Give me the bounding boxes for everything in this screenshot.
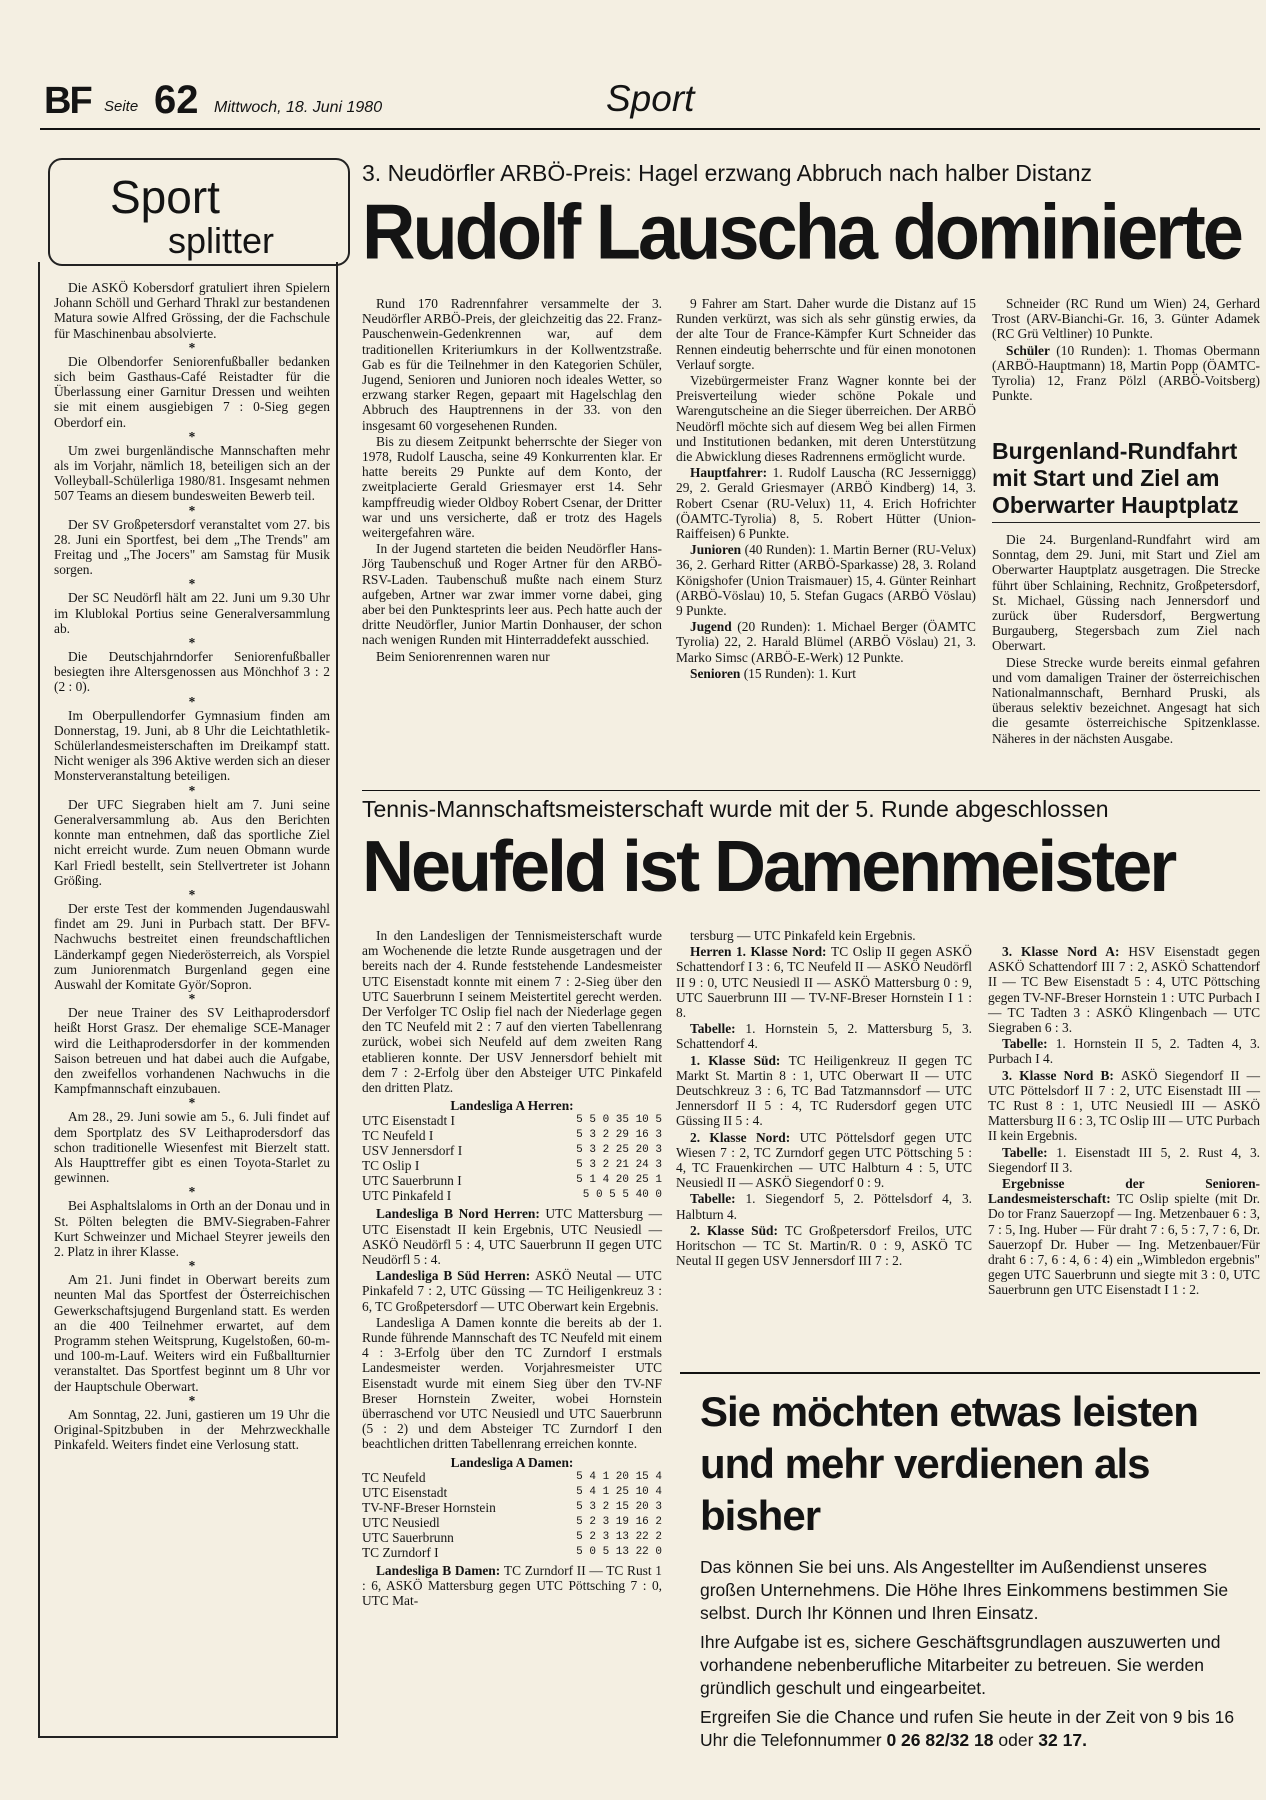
article2-result-label: Landesliga B Damen: bbox=[376, 1562, 504, 1578]
masthead-rule bbox=[40, 128, 1260, 130]
splitter-item: Der UFC Siegraben hielt am 7. Juni seine Generalversammlung ab. Aus den Berichten konnte man entnehmen, daß das sportliche Ziel nicht erreicht wurde. Zum neuen Obmann wurde Karl Friedl bestellt, sein Stellvertreter ist Johann Größing. bbox=[54, 796, 330, 888]
article2-result-label: Tabelle: bbox=[1002, 1036, 1056, 1052]
team-record: 5 0 5 5 40 0 bbox=[582, 1189, 662, 1202]
team-name: UTC Pinkafeld I bbox=[362, 1188, 452, 1204]
article1-result-label: Senioren bbox=[690, 665, 744, 681]
splitter-item: Die Deutschjahrndorfer Seniorenfußballer besiegten ihre Altersgenossen aus Mönchhof 3 : 2 (2 : 0). bbox=[54, 649, 330, 695]
article-separator bbox=[362, 790, 1260, 791]
article2-result-text: UTC Mattersburg — UTC Eisenstadt II kein Ergebnis, UTC Neusiedl — ASKÖ Neudörfl 5 : 4, UTC Sauerbrunn II gegen UTC Neudörfl 5 : 4. bbox=[362, 1206, 662, 1268]
article2-kicker: Tennis-Mannschaftsmeisterschaft wurde mit der 5. Runde abgeschlossen bbox=[362, 796, 1109, 822]
article2-result-label: Herren 1. Klasse Nord: bbox=[690, 944, 832, 960]
team-record: 5 1 4 20 25 1 bbox=[576, 1174, 662, 1187]
table-row bbox=[362, 1470, 662, 1485]
article2-intro: In den Landesligen der Tennismeisterschaft wurde am Wochenende die letzte Runde ausgetragen und der bereits nach der 4. Runde feststehende Landesmeister UTC Eisenstadt konnte mit einem 7 : 2-Sieg über den UTC Sauerbrunn I seinem Meistertitel gerecht werden. Der Verfolger TC Oslip fiel nach der Niederlage gegen den TC Neufeld mit 2 : 7 auf den vierten Tabellenrang zurück, wobei sich Neufeld auf dem zweiten Rang etablieren konnte. Der USV Jennersdorf behielt mit dem 7 : 2-Erfolg über den Absteiger UTC Pinkafeld den dritten Platz. bbox=[362, 928, 662, 1096]
article2-result bbox=[676, 1191, 972, 1221]
article1-result-text: (40 Runden): 1. Martin Berner (RU-Velux) 36, 2. Gerhard Ritter (ARBÖ-Sparkasse) 28, 3. Roland Königshofer (Union Traismauer) 15, 4. Günter Reinhart (ARBÖ-Vöslau) 10, 5. Stefan Gugacs (ARBÖ Vöslau) 9 Punkte. bbox=[676, 542, 976, 619]
team-name: TC Neufeld I bbox=[362, 1128, 434, 1144]
splitter-title-sport: Sport bbox=[110, 171, 220, 223]
article1-column-2 bbox=[676, 296, 976, 682]
item-separator-star: * bbox=[188, 635, 196, 651]
team-name: UTC Neusiedl bbox=[362, 1514, 440, 1530]
team-name: UTC Sauerbrunn bbox=[362, 1529, 454, 1545]
splitter-item: Am 28., 29. Juni sowie am 5., 6. Juli findet auf dem Sportplatz des SV Leithaprodersdorf das schon traditionelle Wiesenfest mit Bierzelt statt. Als Haupttreffer gibt es einen Toyota-Starlet zu gewinnen. bbox=[54, 1109, 330, 1186]
article2-result bbox=[988, 1036, 1260, 1066]
item-separator-star: * bbox=[188, 886, 196, 902]
item-separator-star: * bbox=[188, 428, 196, 444]
article2-result-text: UTC Pöttelsdorf gegen UTC Wiesen 7 : 2, TC Zurndorf gegen UTC Pöttsching 5 : 4, TC Frauenkirchen — UTC Halbturn 4 : 5, UTC Neusiedl II — ASKÖ Siegendorf 0 : 9. bbox=[676, 1129, 972, 1191]
splitter-item: Der erste Test der kommenden Jugendauswahl findet am 29. Juni in Purbach statt. Der BFV-Nachwuchs bestreitet einen freundschaftlichen Länderkampf gegen Niederösterreich, als Vorspiel zum Juniorenmatch Burgenland gegen eine Auswahl der Komitate Györ/Sopron. bbox=[54, 900, 330, 992]
article2-result-text: TC Oslip II gegen ASKÖ Schattendorf I 3 : 6, TC Neufeld II — ASKÖ Neudörfl II 9 : 0, UTC Neusiedl II — ASKÖ Mattersburg 0 : 9, UTC Sauerbrunn III — TV-NF-Breser Hornstein I 1 : 8. bbox=[676, 944, 972, 1021]
article2-result bbox=[676, 1130, 972, 1191]
splitter-item: Der SV Großpetersdorf veranstaltet vom 27. bis 28. Juni ein Sportfest, bei dem „The Trends" am Freitag und „The Jocers" am Samstag für Musik sorgen. bbox=[54, 516, 330, 578]
rundfahrt-headline: Burgenland-Rundfahrt mit Start und Ziel am Oberwarter Hauptplatz bbox=[992, 438, 1239, 518]
team-name: TC Zurndorf I bbox=[362, 1544, 439, 1560]
splitter-item: Am Sonntag, 22. Juni, gastieren um 19 Uhr die Original-Spitzbuben in der Mehrzweckhalle Pinkafeld. Weiters findet eine Verlosung statt. bbox=[54, 1406, 330, 1453]
team-record: 5 3 2 25 20 3 bbox=[576, 1144, 662, 1157]
item-separator-star: * bbox=[188, 1392, 196, 1408]
newspaper-logo: BF bbox=[44, 80, 91, 122]
splitter-item: Im Oberpullendorfer Gymnasium finden am Donnerstag, 19. Juni, ab 8 Uhr die Leichtathletik-Schülerlandesmeisterschaften im Dreikampf statt. Nicht weniger als 396 Aktive werden sich an dieser Monsterveranstaltung beteiligen. bbox=[54, 707, 330, 784]
article2-result bbox=[676, 1053, 972, 1129]
team-name: TC Neufeld bbox=[362, 1469, 426, 1485]
article2-column-1 bbox=[362, 928, 662, 1610]
article2-result-label: 3. Klasse Nord B: bbox=[1002, 1067, 1122, 1083]
article2-result bbox=[676, 944, 972, 1020]
article2-result-text: ASKÖ Neutal — UTC Pinkafeld 7 : 2, UTC Güssing — TC Heiligenkreuz 3 : 6, TC Großpetersdorf — UTC Oberwart kein Ergebnis. bbox=[362, 1268, 662, 1314]
article2-headline: Neufeld ist Damenmeister bbox=[362, 827, 1175, 907]
article1-result bbox=[676, 666, 976, 681]
team-record: 5 2 3 13 22 2 bbox=[576, 1530, 662, 1543]
splitter-item: Der neue Trainer des SV Leithaprodersdorf heißt Horst Grasz. Der ehemalige SCE-Manager wird die Leithaprodersdorfer in der kommenden Saison betreuen und hat dabei auch die Aufgabe, den zweifellos vorhandenen Nachwuchs in die Kampfmannschaft einzubauen. bbox=[54, 1005, 330, 1097]
team-record: 5 2 3 19 16 2 bbox=[576, 1515, 662, 1528]
item-separator-star: * bbox=[188, 1095, 196, 1111]
article2-result-label: 1. Klasse Süd: bbox=[690, 1052, 789, 1068]
article1-paragraph: Bis zu diesem Zeitpunkt beherrschte der Sieger von 1978, Rudolf Lauscha, seine 49 Konkurrenten klar. Er hatte bereits 29 Punkte auf dem Konto, der zweitplacierte Gerald Griesmayer erst 14. Sehr kampffreudig wieder Oldboy Robert Csenar, der Dritter war und uns versicherte, daß er trotz des Hagels weitergefahren wäre. bbox=[362, 433, 662, 541]
table-landesliga-a-herren-caption: Landesliga A Herren: bbox=[450, 1098, 574, 1114]
article2-result-label: 3. Klasse Nord A: bbox=[1002, 944, 1129, 959]
table-row bbox=[362, 1545, 662, 1560]
article1-result bbox=[992, 343, 1260, 404]
team-record: 5 4 1 20 15 4 bbox=[576, 1470, 662, 1483]
article2-result-text: Landesliga A Damen konnte die bereits ab der 1. Runde führende Mannschaft des TC Neufeld mit einem 4 : 3-Erfolg über den TC Zurndorf I erstmals Landesmeister werden. Vorjahresmeister UTC Eisenstadt wurde mit einem Sieg über den TV-NF Breser Hornstein Zweiter, wobei Hornstein überraschend vor UTC Neusiedl und UTC Sauerbrunn (5 : 2) und dem Absteiger TC Zurndorf I den beachtlichen dritten Tabellenrang erreichen konnte. bbox=[362, 1314, 662, 1452]
article2-result-text: TC Heiligenkreuz II gegen TC Markt St. Martin 8 : 1, UTC Oberwart II — UTC Deutschkreuz 3 : 6, TC Bad Tatzmannsdorf — UTC Jennersdorf II 5 : 4, TC Rudersdorf gegen UTC Güssing II 5 : 4. bbox=[676, 1052, 972, 1129]
article2-result-label: Ergebnisse der Senioren-Landesmeisterschaft: bbox=[988, 1176, 1260, 1207]
section-title: Sport bbox=[606, 78, 695, 119]
table-row bbox=[362, 1158, 662, 1173]
article1-result bbox=[992, 296, 1260, 342]
article2-result bbox=[988, 1068, 1260, 1144]
article1-paragraph: 9 Fahrer am Start. Daher wurde die Distanz auf 15 Runden verkürzt, was sich als sehr günstig erwies, da der alte Tour de France-Kämpfer Kurt Schneider das Rennen eindeutig beherrschte und für einen monotonen Verlauf sorgte. bbox=[676, 296, 976, 372]
team-name: TC Oslip I bbox=[362, 1158, 420, 1174]
article1-headline: Rudolf Lauscha dominierte bbox=[362, 188, 1241, 276]
ad-paragraph: Ihre Aufgabe ist es, sichere Geschäftsgrundlagen auszuwerten und vorhandene nebenberufliche Mitarbeiter zu betreuen. Sie werden gründlich geschult und eingearbeitet. bbox=[700, 1632, 1221, 1698]
article2-result-text: TC Zurndorf II — TC Rust 1 : 6, ASKÖ Mattersburg gegen UTC Pöttsching 7 : 0, UTC Mat- bbox=[362, 1562, 663, 1609]
rundfahrt-paragraph: Die 24. Burgenland-Rundfahrt wird am Sonntag, dem 29. Juni, mit Start und Ziel am Oberwarter Hauptplatz ausgetragen. Die Strecke führt über Schlaining, Rechnitz, Großpetersdorf, St. Michael, Güssing nach Jennersdorf und zurück über Rudersdorf, Bergwertung Burgauberg, Stegersbach zum Ziel nach Oberwart. bbox=[992, 532, 1260, 654]
table-row bbox=[362, 1113, 662, 1128]
article2-result-label: 2. Klasse Süd: bbox=[690, 1222, 785, 1238]
page-label: Seite bbox=[104, 98, 139, 115]
ad-paragraph: Das können Sie bei uns. Als Angestellter im Außendienst unseres großen Unternehmens. Die Höhe Ihres Einkommens bestimmen Sie selbst. Durch Ihr Können und Ihren Einsatz. bbox=[700, 1557, 1229, 1623]
article1-result-text: (15 Runden): 1. Kurt bbox=[743, 665, 857, 681]
article2-result-text: 1. Siegendorf 5, 2. Pöttelsdorf 4, 3. Halbturn 4. bbox=[676, 1191, 972, 1222]
table-row bbox=[362, 1128, 662, 1143]
article2-result bbox=[676, 1021, 972, 1051]
article2-result-label: 2. Klasse Nord: bbox=[690, 1129, 800, 1145]
team-name: UTC Eisenstadt bbox=[362, 1484, 448, 1500]
article1-result-text: Schneider (RC Rund um Wien) 24, Gerhard Trost (ARV-Bianchi-Gr. 16, 3. Günter Adamek (RC Grü Veltliner) 10 Punkte. bbox=[992, 296, 1260, 342]
article2-result-label: Tabelle: bbox=[690, 1021, 746, 1037]
splitter-item: Am 21. Juni findet in Oberwart bereits zum neunten Mal das Sportfest der Österreichischen Gewerkschaftsjugend Burgenland statt. Es werden an die 400 Teilnehmer erwartet, auf dem Programm stehen Weitsprung, Kugelstoßen, 60-m- und 100-m-Lauf. Weiters wird ein Fußballturnier veranstaltet. Das Sportfest beginnt um 8 Uhr vor der Hauptschule Oberwart. bbox=[54, 1272, 330, 1394]
article1-result bbox=[676, 619, 976, 665]
article2-result bbox=[988, 944, 1260, 1035]
article1-result bbox=[676, 542, 976, 618]
splitter-item: Der SC Neudörfl hält am 22. Juni um 9.30 Uhr im Klublokal Portius seine Generalversammlung ab. bbox=[54, 590, 330, 636]
article2-result-label: Landesliga B Süd Herren: bbox=[376, 1268, 536, 1284]
page-number: 62 bbox=[154, 78, 199, 122]
article2-result-label: Tabelle: bbox=[690, 1191, 746, 1207]
table-row bbox=[362, 1530, 662, 1545]
article1-result-label: Jugend bbox=[690, 619, 738, 635]
ad-phone-2: 32 17. bbox=[1038, 1730, 1087, 1750]
rundfahrt-rule bbox=[992, 522, 1260, 523]
article1-paragraph: Beim Seniorenrennen waren nur bbox=[376, 648, 550, 664]
team-record: 5 5 0 35 10 5 bbox=[576, 1114, 662, 1127]
team-name: TV-NF-Breser Hornstein bbox=[362, 1499, 496, 1515]
article1-result-text: (20 Runden): 1. Michael Berger (ÖAMTC Tyrolia) 22, 2. Harald Blümel (ARBÖ Vöslau) 21, 3. Marko Simsc (ARBÖ-E-Werk) 12 Punkte. bbox=[676, 619, 976, 665]
table-row bbox=[362, 1485, 662, 1500]
table-row bbox=[362, 1188, 662, 1203]
ad-cta-or: oder bbox=[998, 1730, 1034, 1750]
team-record: 5 3 2 21 24 3 bbox=[576, 1159, 662, 1172]
splitter-item: Die Olbendorfer Seniorenfußballer bedanken sich beim Gasthaus-Café Reistadter für die Überlassung einer Garnitur Dressen und weihten sie mit einem ausgiebigen 7 : 0-Sieg gegen Oberdorf ein. bbox=[54, 353, 330, 430]
rundfahrt-column bbox=[992, 532, 1260, 747]
splitter-item: Die ASKÖ Kobersdorf gratuliert ihren Spielern Johann Schöll und Gerhard Thrakl zur bestandenen Matura sowie Alfred Grössing, der die Fachschule für Maschinenbau absolvierte. bbox=[54, 280, 330, 341]
article2-result bbox=[676, 1223, 972, 1269]
splitter-item: Um zwei burgenländische Mannschaften mehr als im Vorjahr, nämlich 18, beteiligen sich an der Volleyball-Schülerliga 1980/81. Insgesamt nehmen 507 Teams an diesem bundesweiten Bewerb teil. bbox=[54, 442, 330, 504]
team-name: UTC Eisenstadt I bbox=[362, 1113, 455, 1129]
item-separator-star: * bbox=[188, 991, 196, 1007]
team-name: USV Jennersdorf I bbox=[362, 1143, 463, 1159]
article1-column-3 bbox=[992, 296, 1260, 404]
ad-cta-text: Ergreifen Sie die Chance und rufen Sie heute in der Zeit von 9 bis 16 Uhr die Telefonnummer bbox=[700, 1707, 1235, 1750]
table-row bbox=[362, 1143, 662, 1158]
ad-phone-1: 0 26 82/32 18 bbox=[886, 1730, 994, 1750]
article1-paragraph: Rund 170 Radrennfahrer versammelte der 3. Neudörfler ARBÖ-Preis, der gleichzeitig das 22. Franz-Pauschenwein-Gedenkrennen war, auf dem traditionellen Kriteriumkurs in der Kollwentzstraße. Gab es für die Teilnehmer in den Kategorien Schüler, Jugend, Senioren und Junioren noch ideales Wetter, so erzwang starker Regen, gepaart mit Hagelschlag den Abbruch des Hauptrennens in der 33. von den insgesamt 60 vorgesehenen Runden. bbox=[362, 296, 662, 433]
article2-result-text: TC Großpetersdorf Freilos, UTC Horitschon — TC St. Martin/R. 0 : 9, ASKÖ TC Neutal II gegen USV Jennersdorf III 7 : 2. bbox=[676, 1222, 972, 1269]
splitter-title-splitter: splitter bbox=[168, 220, 275, 261]
article2-result bbox=[988, 1176, 1260, 1298]
article2-result-text: 1. Eisenstadt III 5, 2. Rust 4, 3. Siegendorf II 3. bbox=[988, 1144, 1260, 1175]
article2-result-text: TC Oslip spielte (mit Dr. Do tor Franz Sauerzopf — Ing. Metzenbauer 6 : 3, 7 : 5, Ing. Huber — Für draht 7 : 6, 5 : 7, 7 : 6, Dr. Sauerzopf Dr. Huber — Ing. Metzenbauer/Für draht 6 : 7, 6 : 4, 6 : 4) ein „Wimbledon ergebnis" gegen UTC Sauerbrunn und siegte mit 3 : 0, UTC Sauerbrunn gen UTC Eisenstadt I 1 : 2. bbox=[988, 1191, 1261, 1298]
article1-column-1 bbox=[362, 296, 662, 665]
article1-result bbox=[676, 465, 976, 541]
table-landesliga-a-herren bbox=[362, 1098, 662, 1203]
ad-block bbox=[700, 1386, 1260, 1752]
team-name: UTC Sauerbrunn I bbox=[362, 1173, 462, 1189]
ad-top-rule bbox=[680, 1372, 1260, 1374]
article1-result-text: (10 Runden): 1. Thomas Obermann (ARBÖ-Hauptmann) 18, Martin Popp (ÖAMTC-Tyrolia) 12, Franz Pölzl (ARBÖ-Voitsberg) Punkte. bbox=[992, 342, 1260, 404]
article2-result-text: 1. Hornstein 5, 2. Mattersburg 5, 3. Schattendorf 4. bbox=[676, 1021, 972, 1052]
table-landesliga-a-damen bbox=[362, 1455, 662, 1560]
table-landesliga-a-damen-caption: Landesliga A Damen: bbox=[450, 1454, 574, 1470]
item-separator-star: * bbox=[188, 502, 196, 518]
article2-result bbox=[362, 1563, 662, 1609]
table-row bbox=[362, 1500, 662, 1515]
article2-result-label: Landesliga B Nord Herren: bbox=[376, 1206, 546, 1222]
article1-result-label: Schüler bbox=[1006, 342, 1057, 358]
issue-date: Mittwoch, 18. Juni 1980 bbox=[214, 99, 383, 116]
item-separator-star: * bbox=[188, 339, 196, 355]
item-separator-star: * bbox=[188, 1258, 196, 1274]
splitter-column bbox=[54, 280, 330, 1453]
table-row bbox=[362, 1515, 662, 1530]
article2-column-2 bbox=[676, 928, 972, 1269]
article1-paragraph: In der Jugend starteten die beiden Neudörfler Hans-Jörg Taubenschuß und Roger Artner für den ARBÖ-RSV-Laden. Taubenschuß mußte nach einem Sturz aufgeben, Artner war zwar immer vorne dabei, ging aber bei den Punktesprints leer aus. Pech hatte auch der dritte Neudörfler, Junior Martin Donhauser, der schon nach wenigen Runden mit Hinterraddefekt ausschied. bbox=[362, 541, 662, 648]
team-record: 5 3 2 15 20 3 bbox=[576, 1500, 662, 1513]
article2-result bbox=[362, 1206, 662, 1267]
article1-result-text: 1. Rudolf Lauscha (RC Jesserniggg) 29, 2. Gerald Griesmayer (ARBÖ Kindberg) 14, 3. Robert Csenar (RU-Velux) 11, 4. Erich Hofrichter (ÖAMTC-Tyrolia) 8, 5. Robert Hütter (Union-Raiffeisen) 6 Punkte. bbox=[676, 465, 976, 542]
item-separator-star: * bbox=[188, 782, 196, 798]
article2-column-3 bbox=[988, 944, 1260, 1299]
splitter-item: Bei Asphaltslaloms in Orth an der Donau und in St. Pölten belegten die BMV-Siegraben-Fahrer Kurt Schweinzer und Michael Steyrer jeweils den 2. Platz in ihrer Klasse. bbox=[54, 1198, 330, 1259]
table-row bbox=[362, 1173, 662, 1188]
article1-result-label: Hauptfahrer: bbox=[690, 465, 773, 481]
item-separator-star: * bbox=[188, 1184, 196, 1200]
article1-kicker: 3. Neudörfler ARBÖ-Preis: Hagel erzwang Abbruch nach halber Distanz bbox=[362, 160, 1092, 186]
article2-result-text: ASKÖ Siegendorf II — UTC Pöttelsdorf II 7 : 2, UTC Eisenstadt III — TC Rust 8 : 1, UTC Neusiedl III — ASKÖ Mattersburg II 6 : 3, TC Oslip III — UTC Purbach II kein Ergebnis. bbox=[988, 1067, 1260, 1144]
ad-headline-1: Sie möchten etwas leisten bbox=[700, 1388, 1198, 1435]
article2-result-text: HSV Eisenstadt gegen ASKÖ Schattendorf III 7 : 2, ASKÖ Schattendorf II — TC Bew Eisenstadt 5 : 4, UTC Pöttsching gegen TV-NF-Breser Hornstein 1 : UTC Purbach I — TC Tadten 3 : ASKÖ Klingenbach — UTC Siegraben 6 : 3. bbox=[988, 944, 1260, 1036]
item-separator-star: * bbox=[188, 693, 196, 709]
ad-headline-2: und mehr verdienen als bisher bbox=[700, 1440, 1150, 1539]
article2-result bbox=[362, 1268, 662, 1314]
article2-result bbox=[676, 928, 972, 943]
article2-result-text: tersburg — UTC Pinkafeld kein Ergebnis. bbox=[690, 928, 916, 943]
ad-cta bbox=[700, 1706, 1260, 1752]
article1-paragraph: Vizebürgermeister Franz Wagner konnte bei der Preisverteilung wieder schöne Pokale und Warengutscheine an die Sieger überreichen. Der ARBÖ Neudörfl möchte sich auf diesem Weg bei allen Firmen und Institutionen bedanken, mit deren Unterstützung die Abwicklung dieses Radrennens ermöglicht wurde. bbox=[676, 373, 976, 465]
article2-result bbox=[988, 1145, 1260, 1175]
item-separator-star: * bbox=[188, 576, 196, 592]
team-record: 5 4 1 25 10 4 bbox=[576, 1485, 662, 1498]
article1-result-label: Junioren bbox=[690, 542, 745, 558]
ad-body bbox=[700, 1556, 1260, 1700]
article2-result bbox=[362, 1315, 662, 1452]
article2-result-text: 1. Hornstein II 5, 2. Tadten 4, 3. Purbach I 4. bbox=[988, 1036, 1260, 1067]
article2-result-label: Tabelle: bbox=[1002, 1144, 1057, 1160]
team-record: 5 3 2 29 16 3 bbox=[576, 1129, 662, 1142]
team-record: 5 0 5 13 22 0 bbox=[576, 1545, 662, 1558]
rundfahrt-paragraph: Diese Strecke wurde bereits einmal gefahren und vom damaligen Trainer der österreichischen Nationalmannschaft, Bernhard Pruski, als überaus selektiv bezeichnet. Angesagt hat sich die gesamte österreichische Spitzenklasse. Näheres in der nächsten Ausgabe. bbox=[992, 654, 1260, 746]
